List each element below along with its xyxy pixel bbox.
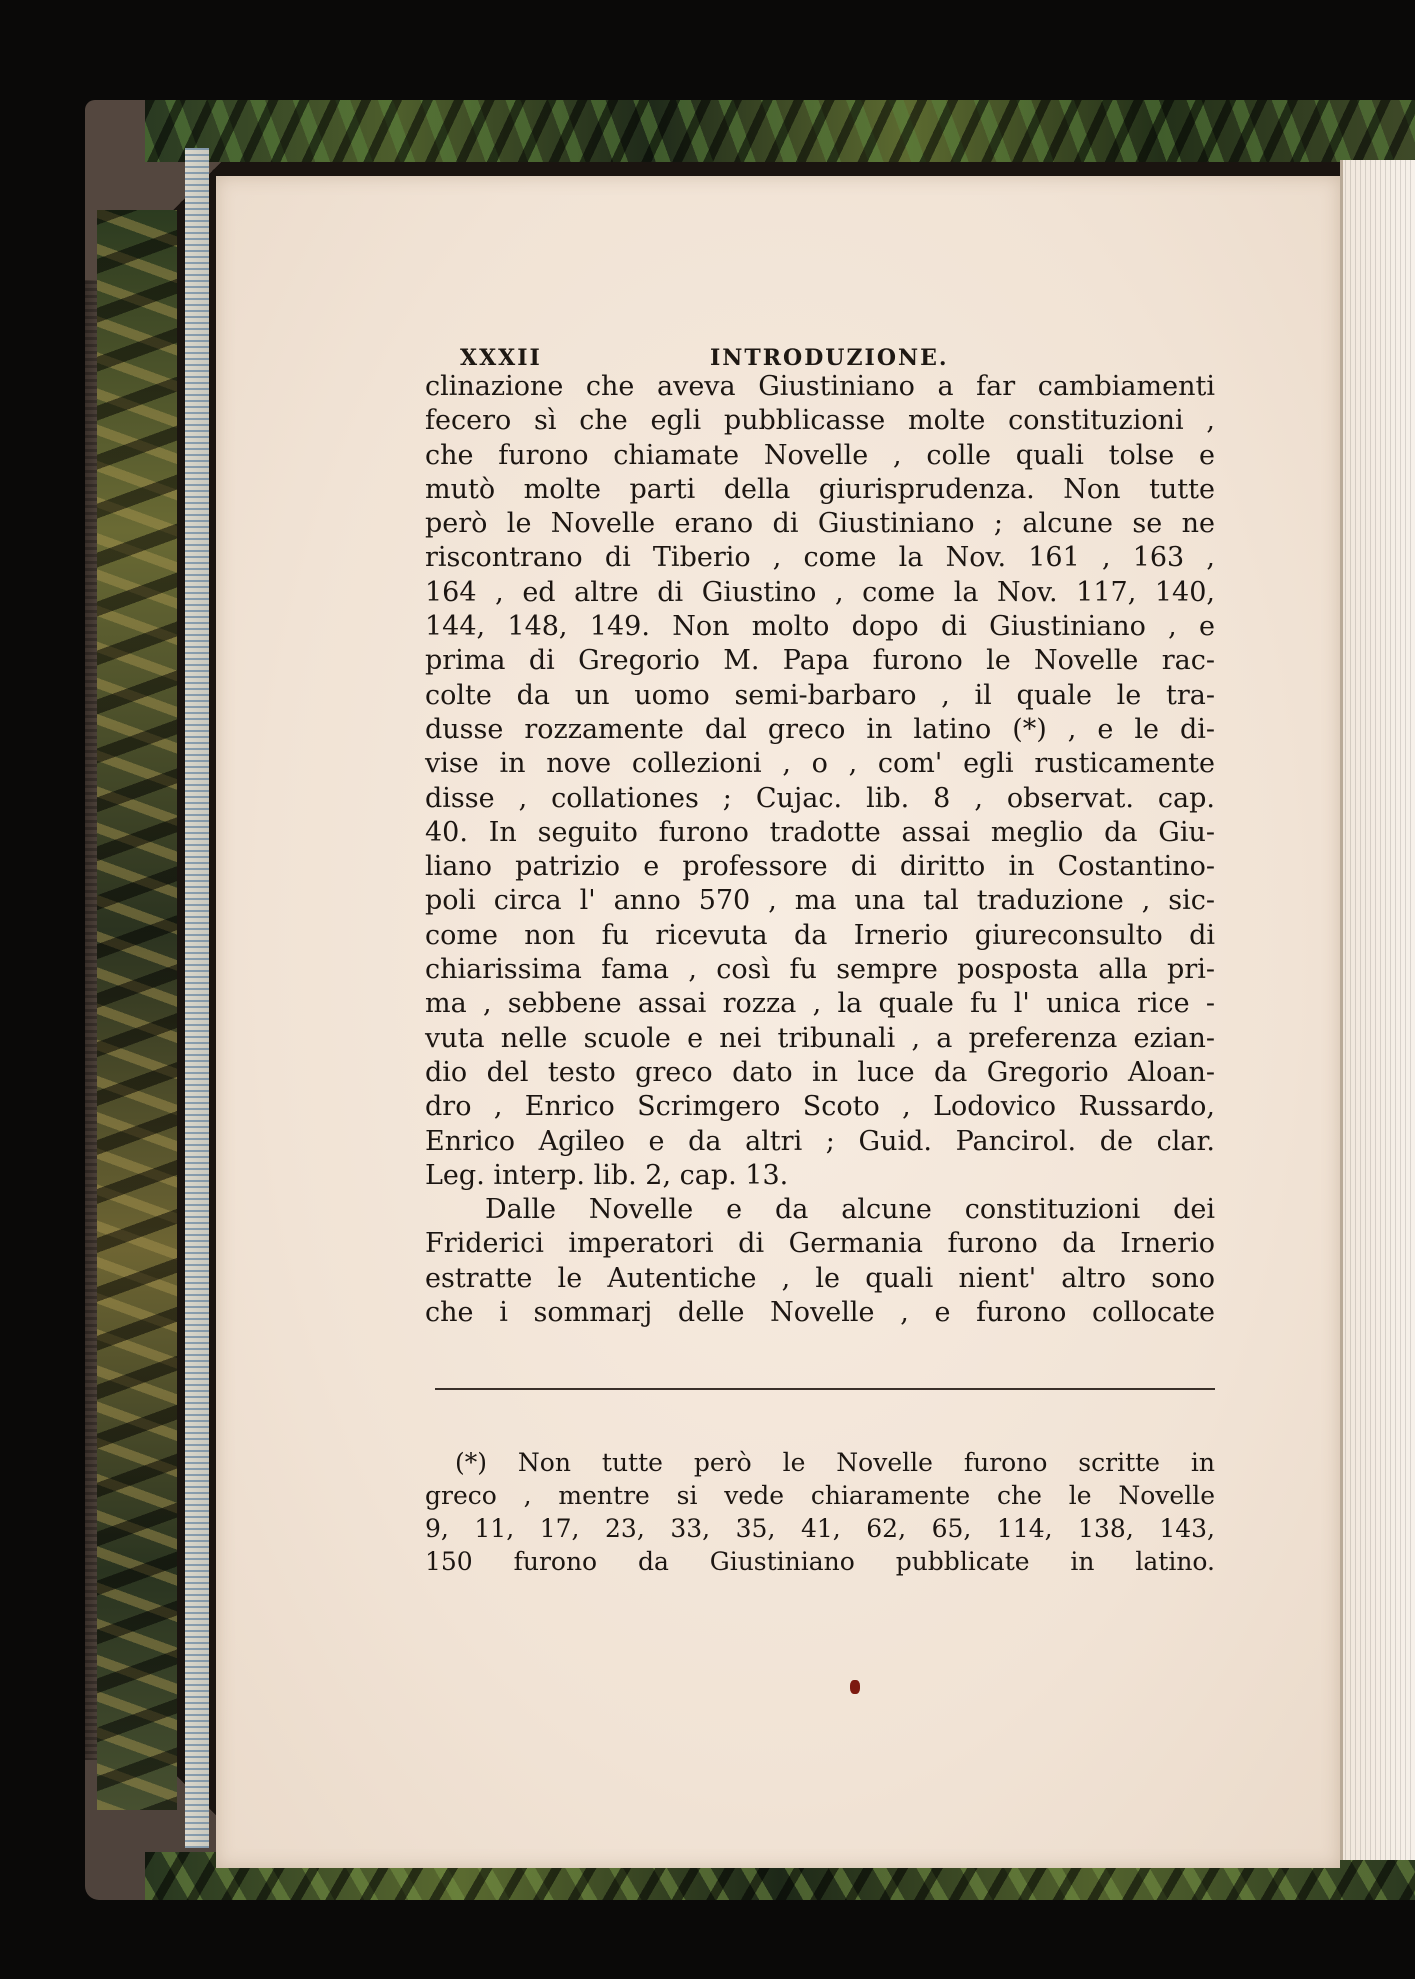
footnote-rule — [435, 1388, 1215, 1390]
text-line: estratte le Autentiche , le quali nient' altro sono — [425, 1262, 1215, 1294]
text-line: vise in nove collezioni , o , com' egli rusticamente — [425, 748, 1215, 780]
body-text — [425, 370, 1215, 1330]
footnote-line: 9, 11, 17, 23, 33, 35, 41, 62, 65, 114, 138, 143, — [425, 1514, 1215, 1543]
text-line: 164 , ed altre di Giustino , come la Nov. 117, 140, — [425, 576, 1215, 608]
text-line: dio del testo greco dato in luce da Gregorio Aloan- — [425, 1056, 1215, 1088]
text-line: liano patrizio e professore di diritto in Costantino- — [425, 851, 1215, 883]
marbled-board-top — [145, 100, 1415, 162]
text-line: poli circa l' anno 570 , ma una tal traduzione , sic- — [425, 885, 1215, 917]
text-line: colte da un uomo semi-barbaro , il quale le tra- — [425, 679, 1215, 711]
text-line: vuta nelle scuole e nei tribunali , a preferenza ezian- — [425, 1022, 1215, 1054]
footnote — [425, 1446, 1215, 1578]
text-line: dro , Enrico Scrimgero Scoto , Lodovico Russardo, — [425, 1091, 1215, 1123]
footnote-line: greco , mentre si vede chiaramente che le Novelle — [425, 1481, 1215, 1510]
page-edges-left — [185, 148, 209, 1848]
text-line: 144, 148, 149. Non molto dopo di Giustiniano , e — [425, 611, 1215, 643]
text-line: clinazione che aveva Giustiniano a far cambiamenti — [425, 371, 1215, 402]
text-line: che i sommarj delle Novelle , e furono collocate — [425, 1297, 1215, 1329]
text-line: che furono chiamate Novelle , colle quali tolse e — [425, 439, 1215, 471]
text-line: però le Novelle erano di Giustiniano ; alcune se ne — [425, 508, 1215, 540]
text-line: Leg. interp. lib. 2, cap. 13. — [425, 1159, 789, 1191]
text-line: come non fu ricevuta da Irnerio giureconsulto di — [425, 919, 1215, 951]
text-line: Dalle Novelle e da alcune constituzioni dei — [485, 1194, 1215, 1226]
text-line: fecero sì che egli pubblicasse molte constituzioni , — [425, 405, 1215, 437]
text-line: disse , collationes ; Cujac. lib. 8 , observat. cap. — [425, 782, 1215, 814]
text-line: ma , sebbene assai rozza , la quale fu l' unica rice - — [425, 988, 1215, 1020]
text-line: riscontrano di Tiberio , come la Nov. 161 , 163 , — [425, 542, 1215, 574]
footnote-line: (*) Non tutte però le Novelle furono scritte in — [455, 1448, 1215, 1477]
footnote-line: 150 furono da Giustiniano pubblicate in latino. — [425, 1547, 1215, 1576]
ink-stain — [850, 1680, 860, 1694]
marbled-board-left — [97, 210, 177, 1810]
text-line: prima di Gregorio M. Papa furono le Novelle rac- — [425, 645, 1215, 677]
text-line: dusse rozzamente dal greco in latino (*) , e le di- — [425, 713, 1215, 745]
text-line: Friderici imperatori di Germania furono da Irnerio — [425, 1228, 1215, 1260]
text-line: Enrico Agileo e da altri ; Guid. Pancirol. de clar. — [425, 1125, 1215, 1157]
right-page-stack — [1340, 160, 1415, 1860]
running-title: INTRODUZIONE. — [710, 345, 949, 371]
text-line: 40. In seguito furono tradotte assai meglio da Giu- — [425, 816, 1215, 848]
page-number: XXXII — [460, 345, 542, 371]
text-line: mutò molte parti della giurisprudenza. Non tutte — [425, 473, 1215, 505]
gutter — [1340, 160, 1343, 1860]
text-line: chiarissima fama , così fu sempre posposta alla pri- — [425, 954, 1215, 986]
